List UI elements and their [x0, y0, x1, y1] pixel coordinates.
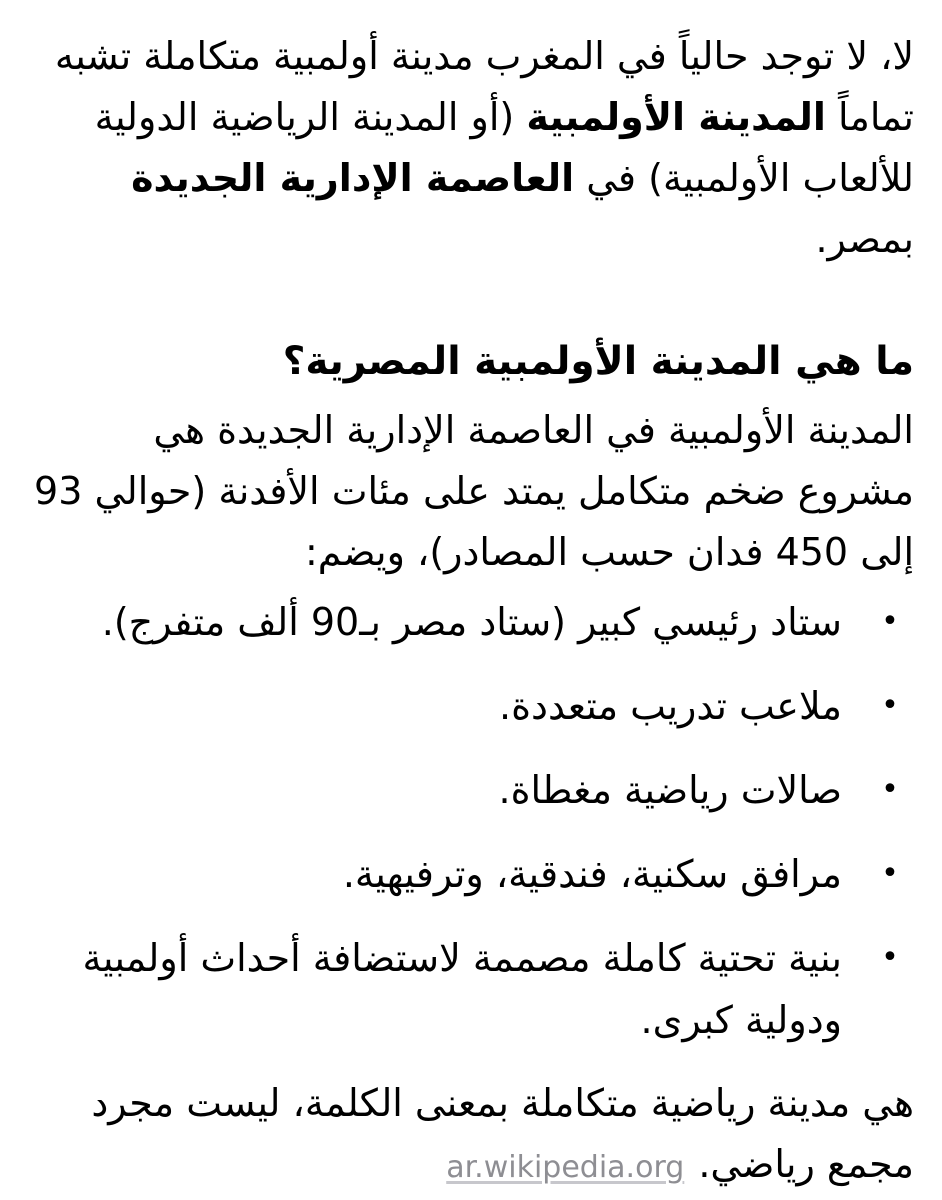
intro-text-2: (أو المدينة الرياضية الدولية للألعاب الأولمبية) في	[94, 95, 914, 200]
list-item	[26, 927, 899, 1051]
section-paragraph: المدينة الأولمبية في العاصمة الإدارية الجديدة هي مشروع ضخم متكامل يمتد على مئات الأفدنة (حوالي 93 إلى 450 فدان حسب المصادر)، ويضم:	[34, 408, 914, 574]
list-item-text: بنية تحتية كاملة مصممة لاستضافة أحداث أولمبية ودولية كبرى.	[82, 936, 842, 1042]
intro-bold-olympic-city: المدينة الأولمبية	[526, 95, 826, 139]
list-item	[26, 591, 899, 653]
intro-bold-new-capital: العاصمة الإدارية الجديدة	[131, 156, 575, 200]
bullet-icon: •	[881, 856, 899, 891]
bullet-icon: •	[881, 940, 899, 975]
closing-text: هي مدينة رياضية متكاملة بمعنى الكلمة، ليست مجرد مجمع رياضي.	[91, 1081, 914, 1186]
bullet-icon: •	[881, 772, 899, 807]
intro-paragraph	[26, 26, 914, 270]
intro-text-3: بمصر.	[815, 217, 914, 261]
intro-text-1: لا، لا توجد حالياً في المغرب مدينة أولمبية متكاملة تشبه تماماً	[54, 34, 914, 139]
closing-paragraph	[26, 1073, 914, 1198]
source-link[interactable]: ar.wikipedia.org	[446, 1150, 685, 1185]
bullet-icon: •	[881, 604, 899, 639]
facilities-list	[26, 591, 914, 1051]
section-heading: ما هي المدينة الأولمبية المصرية؟	[282, 339, 914, 384]
list-item	[26, 675, 899, 737]
list-item	[26, 759, 899, 821]
list-item	[26, 843, 899, 905]
list-item-text: ملاعب تدريب متعددة.	[499, 684, 842, 728]
list-item-text: صالات رياضية مغطاة.	[498, 768, 842, 812]
list-item-text: ستاد رئيسي كبير (ستاد مصر بـ90 ألف متفرج).	[101, 600, 842, 644]
list-item-text: مرافق سكنية، فندقية، وترفيهية.	[342, 852, 842, 896]
bullet-icon: •	[881, 688, 899, 723]
